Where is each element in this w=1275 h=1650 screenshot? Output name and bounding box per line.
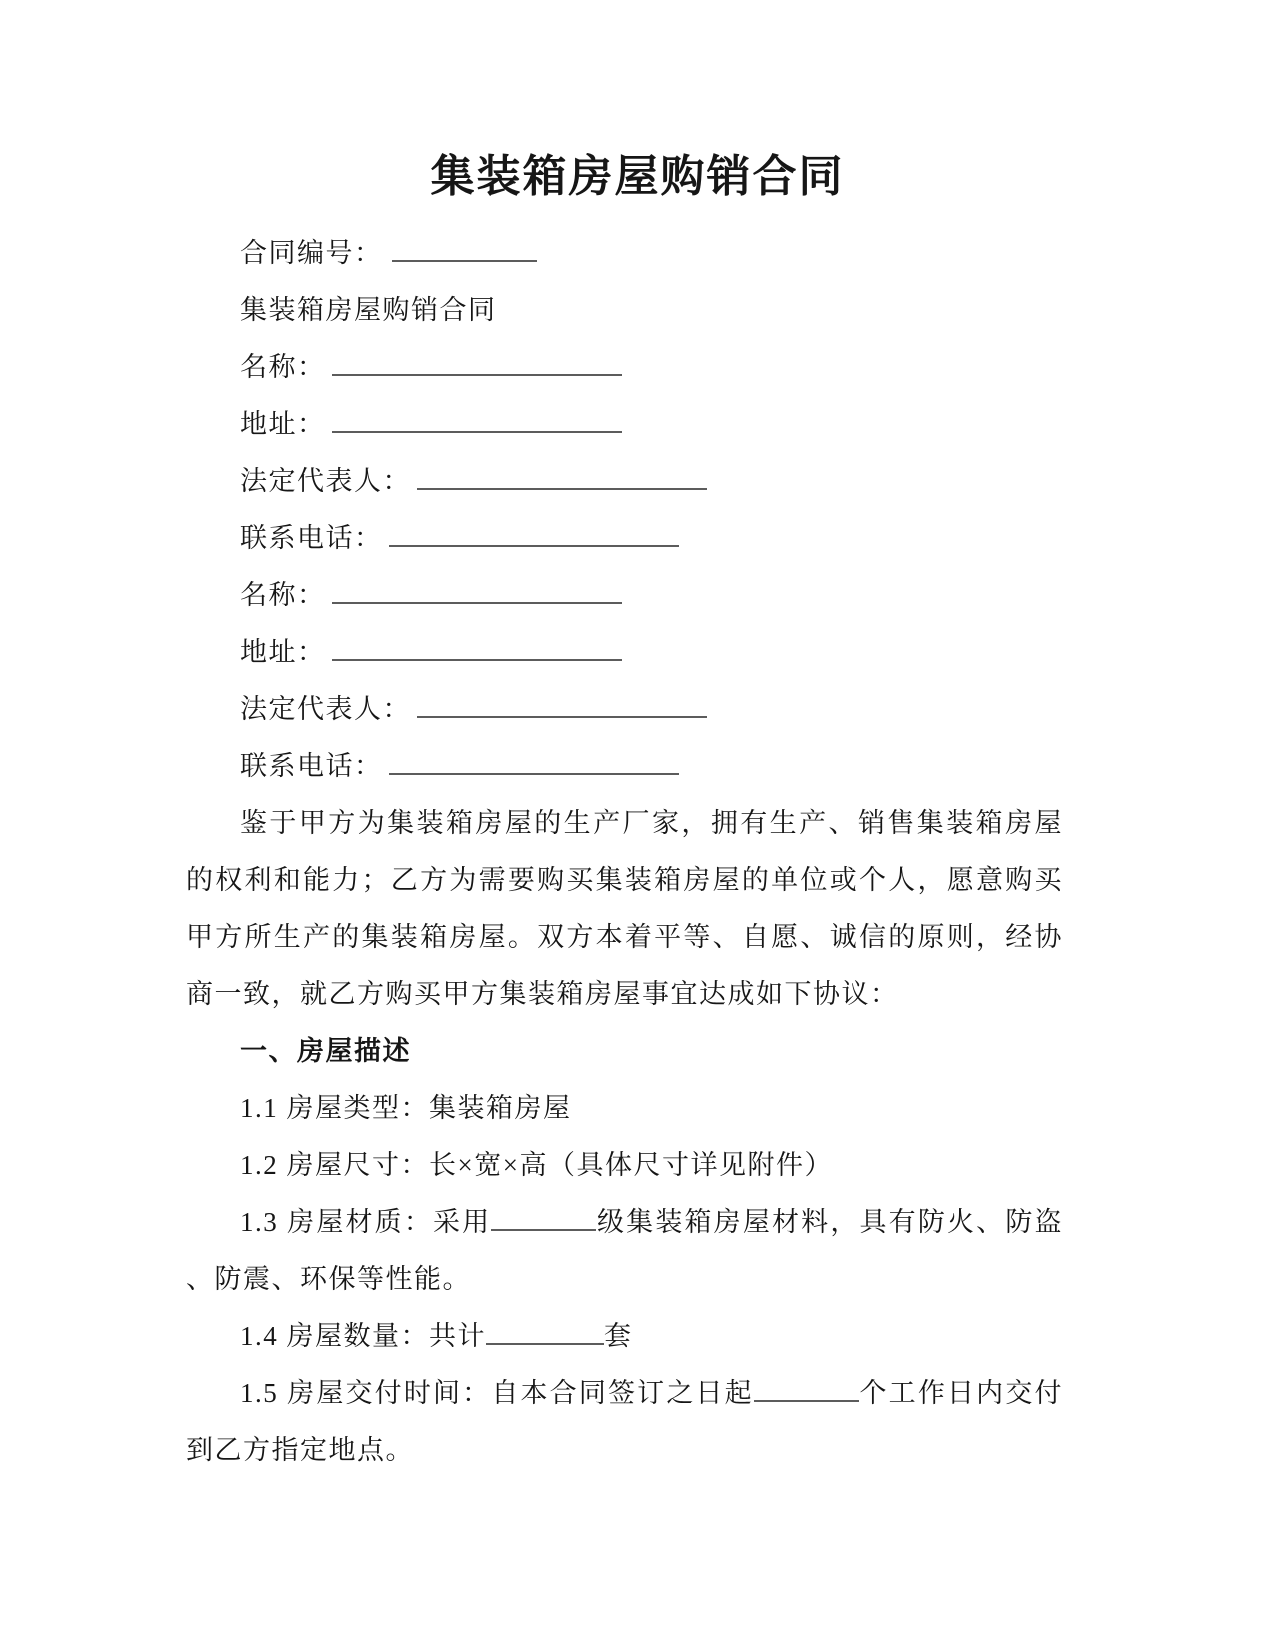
contract-number-label: 合同编号： — [240, 238, 383, 268]
party-b-address-label: 地址： — [240, 637, 326, 667]
document-subtitle: 集装箱房屋购销合同 — [240, 295, 497, 325]
clause-1-3-blank — [491, 1225, 596, 1231]
preamble-paragraph: 鉴于甲方为集装箱房屋的生产厂家，拥有生产、销售集装箱房屋的权利和能力；乙方为需要购买集装箱房屋的单位或个人，愿意购买甲方所生产的集装箱房屋。双方本着平等、自愿、诚信的原则，经协商一致，就乙方购买甲方集装箱房屋事宜达成如下协议： — [186, 808, 1063, 1009]
party-b-phone-line — [186, 738, 1063, 795]
party-b-phone-blank — [389, 769, 679, 775]
party-a-address-line — [186, 396, 1063, 453]
party-a-address-label: 地址： — [240, 409, 326, 439]
contract-number-blank — [392, 256, 537, 262]
party-a-name-blank — [332, 370, 622, 376]
section-one-heading: 一、房屋描述 — [240, 1036, 411, 1066]
clause-1-3 — [186, 1194, 1063, 1308]
contract-number-line — [186, 225, 1063, 282]
party-b-legal-rep-line — [186, 681, 1063, 738]
party-a-name-line — [186, 339, 1063, 396]
clause-1-4-blank — [486, 1339, 604, 1345]
party-a-legal-rep-blank — [417, 484, 707, 490]
document-body — [186, 225, 1063, 1479]
party-b-name-blank — [332, 598, 622, 604]
clause-1-4 — [186, 1308, 1063, 1365]
party-b-phone-label: 联系电话： — [240, 751, 383, 781]
party-a-address-blank — [332, 427, 622, 433]
clause-1-5-text-after-blank: 个工作日内交付到乙方指定地点。 — [186, 1378, 1064, 1465]
party-a-legal-rep-line — [186, 453, 1063, 510]
clause-1-3-text-before-blank: 1.3 房屋材质：采用 — [240, 1207, 492, 1237]
clause-1-4-text-before-blank: 1.4 房屋数量：共计 — [240, 1321, 486, 1351]
party-b-name-label: 名称： — [240, 580, 326, 610]
clause-1-1: 1.1 房屋类型：集装箱房屋 — [240, 1093, 572, 1123]
party-b-legal-rep-blank — [417, 712, 707, 718]
clause-1-5 — [186, 1365, 1063, 1479]
clause-1-3-text-after-blank: 级集装箱房屋材料，具有防火、防盗、防震、环保等性能。 — [186, 1207, 1064, 1294]
party-a-phone-blank — [389, 541, 679, 547]
clause-1-5-text-before-blank: 1.5 房屋交付时间：自本合同签订之日起 — [240, 1378, 754, 1408]
clause-1-4-text-after-blank: 套 — [604, 1321, 633, 1351]
party-a-name-label: 名称： — [240, 352, 326, 382]
party-a-phone-label: 联系电话： — [240, 523, 383, 553]
party-b-legal-rep-label: 法定代表人： — [240, 694, 411, 724]
party-a-legal-rep-label: 法定代表人： — [240, 466, 411, 496]
clause-1-5-blank — [754, 1396, 859, 1402]
party-b-address-line — [186, 624, 1063, 681]
party-b-address-blank — [332, 655, 622, 661]
party-b-name-line — [186, 567, 1063, 624]
clause-1-2: 1.2 房屋尺寸：长×宽×高（具体尺寸详见附件） — [240, 1150, 833, 1180]
document-title: 集装箱房屋购销合同 — [430, 152, 845, 201]
party-a-phone-line — [186, 510, 1063, 567]
